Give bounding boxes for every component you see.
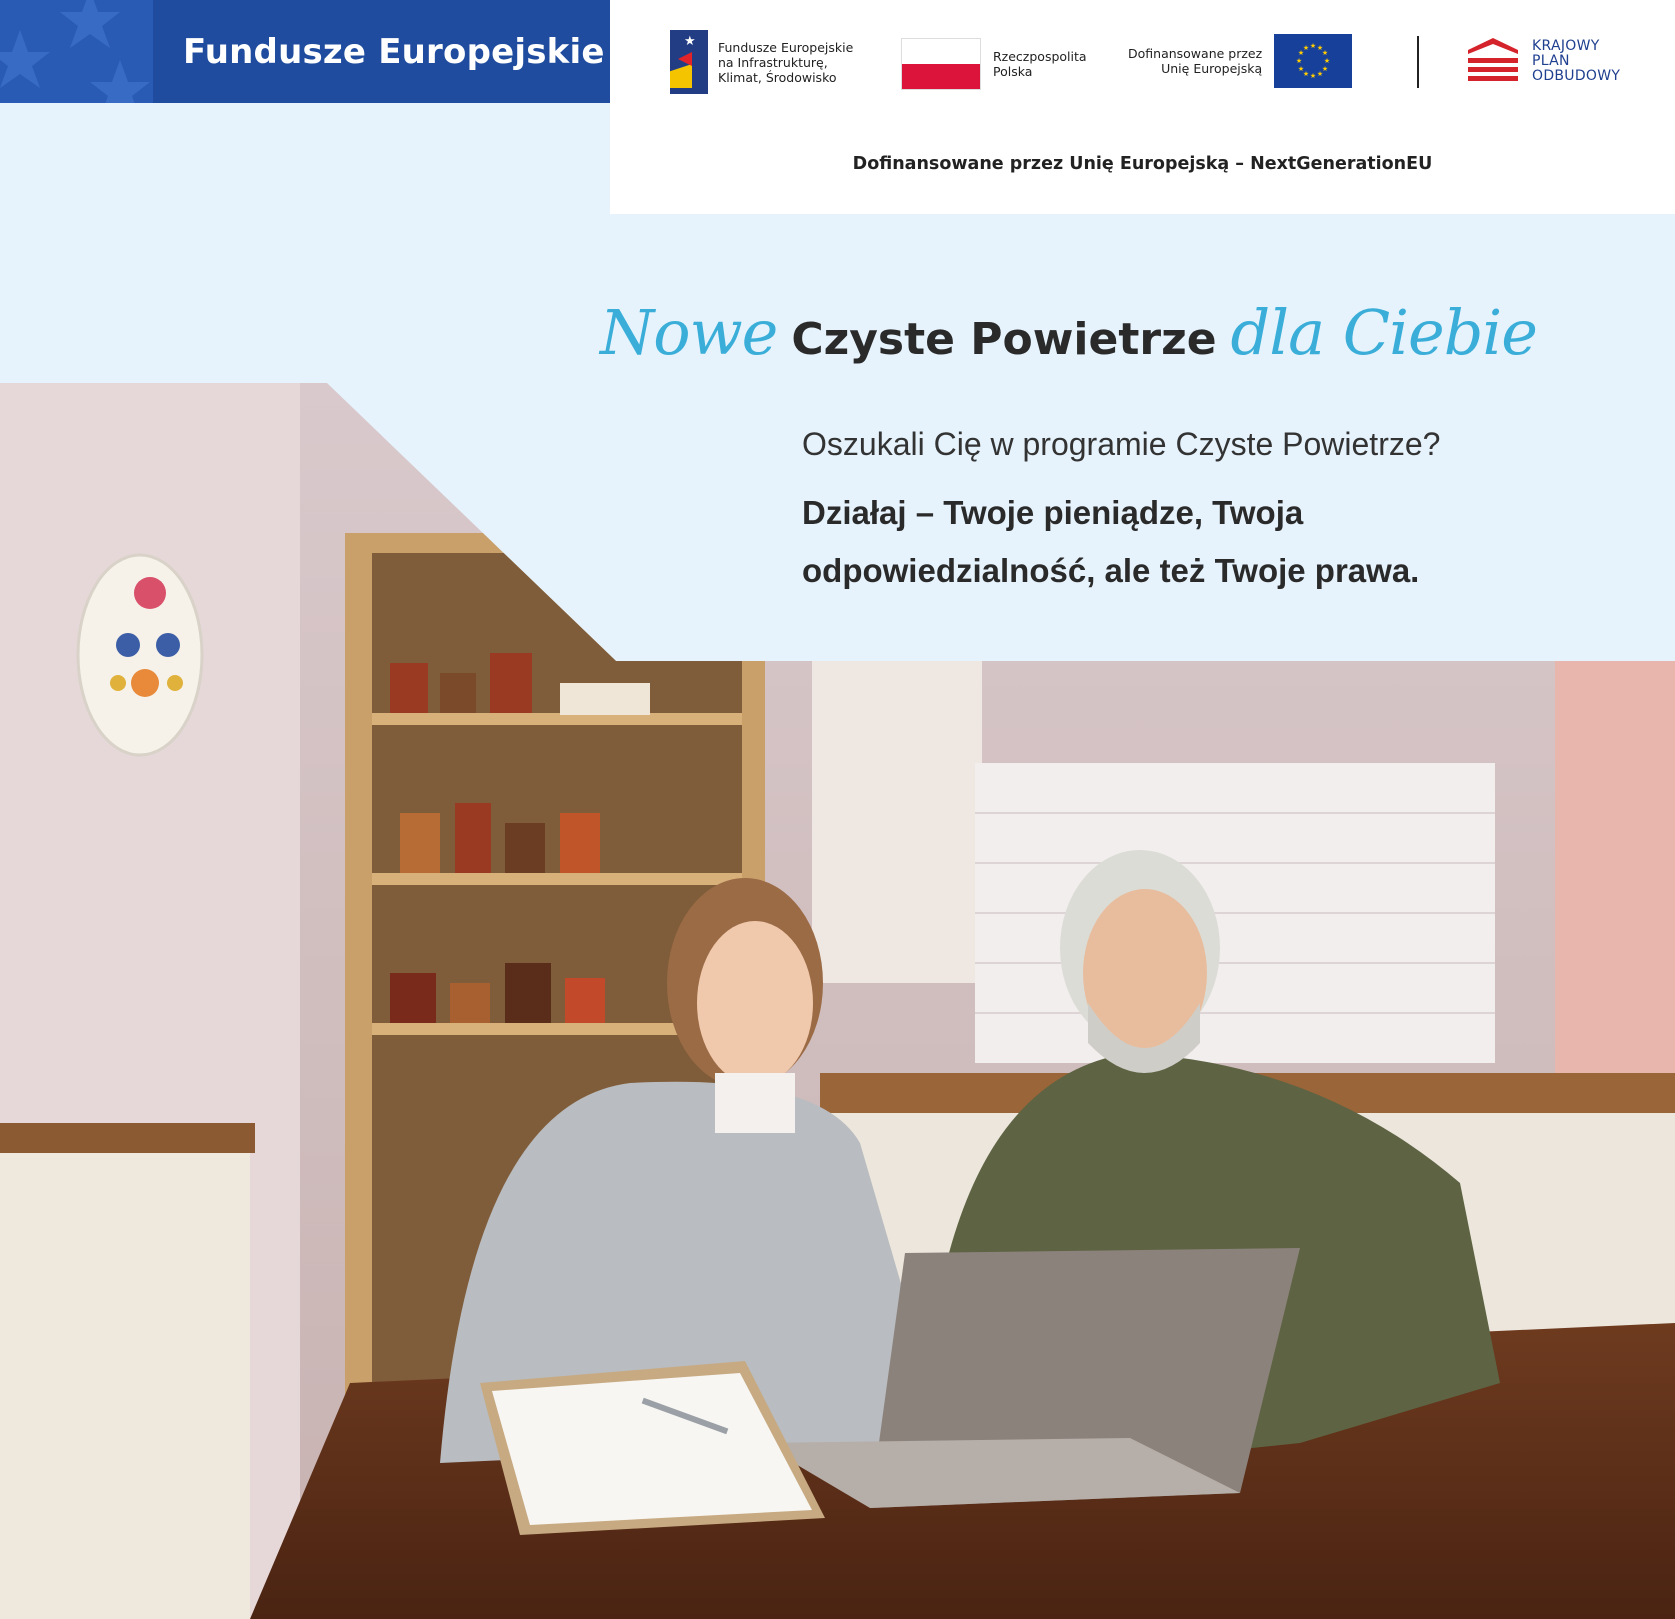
kpo-icon [1468, 36, 1518, 86]
headline-czyste-powietrze: Czyste Powietrze [791, 314, 1217, 365]
svg-text:★: ★ [1317, 44, 1324, 52]
headline-dla-ciebie: dla Ciebie [1230, 296, 1537, 369]
kpo-line-1: KRAJOWY [1532, 37, 1600, 54]
svg-text:★: ★ [1324, 57, 1331, 65]
feis-logo [670, 30, 853, 94]
svg-text:★: ★ [1310, 42, 1317, 50]
fundusze-europejskie-banner [0, 0, 610, 103]
feis-line-1: Fundusze Europejskie [718, 39, 854, 55]
svg-text:★: ★ [1303, 70, 1310, 78]
svg-text:★: ★ [1298, 65, 1305, 73]
decorative-plate [78, 555, 202, 755]
subtitle: Oszukali Cię w programie Czyste Powietrze? [802, 426, 1441, 462]
svg-text:★: ★ [1322, 49, 1329, 57]
polish-flag-icon [901, 38, 981, 90]
logo-panel [610, 0, 1675, 214]
svg-text:★: ★ [1310, 72, 1317, 80]
rp-line-2: Polska [993, 64, 1033, 79]
svg-text:★: ★ [1296, 57, 1303, 65]
svg-text:★: ★ [1298, 49, 1305, 57]
eu-logo [1128, 34, 1352, 88]
headline-nowe: Nowe [600, 296, 778, 369]
logo-separator [1417, 36, 1419, 88]
banner-title: Fundusze Europejskie [183, 31, 605, 72]
body-text: Działaj – Twoje pieniądze, Twoja odpowiedzialność, ale też Twoje prawa. [802, 494, 1420, 589]
kpo-line-3: ODBUDOWY [1532, 67, 1621, 84]
ue-line-1: Dofinansowane przez [1128, 46, 1263, 61]
rzeczpospolita-logo [901, 38, 1087, 90]
kpo-line-2: PLAN [1532, 52, 1570, 69]
eu-stars-pattern-icon [0, 0, 153, 103]
svg-text:★: ★ [1303, 44, 1310, 52]
feis-line-2: na Infrastrukturę, [718, 54, 828, 70]
svg-text:★: ★ [1322, 65, 1329, 73]
kpo-logo [1468, 36, 1620, 86]
svg-text:★: ★ [1317, 70, 1324, 78]
feis-line-3: Klimat, Środowisko [718, 69, 837, 85]
nextgen-caption: Dofinansowane przez Unię Europejską – NextGenerationEU [852, 154, 1433, 174]
headline [600, 296, 1537, 369]
rp-line-1: Rzeczpospolita [993, 49, 1087, 64]
ue-line-2: Unię Europejską [1161, 61, 1263, 76]
eu-flag-icon [1274, 34, 1352, 88]
feis-flag-icon: ★ [670, 30, 708, 94]
